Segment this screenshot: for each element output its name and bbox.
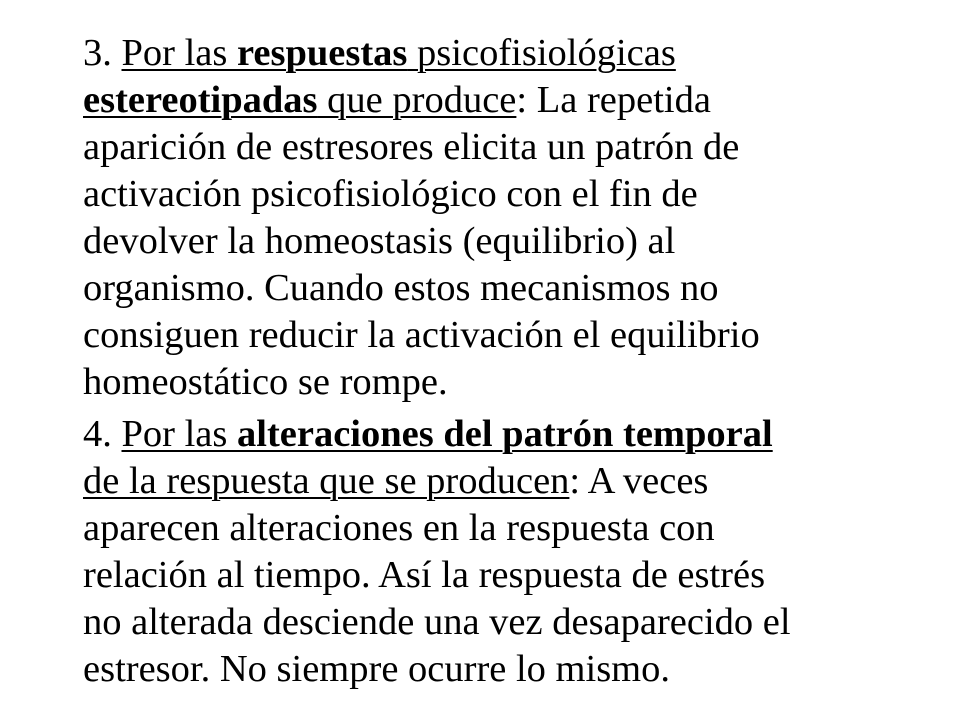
text-line: aparecen alteraciones en la respuesta con <box>83 507 715 549</box>
text-line <box>83 458 883 505</box>
paragraph-alteraciones-patron-temporal <box>83 411 883 693</box>
text-line <box>83 77 883 124</box>
text-line: aparición de estresores elicita un patrón de <box>83 126 740 168</box>
underlined-text: Por las <box>121 32 237 74</box>
key-term: alteraciones del patrón temporal <box>237 413 773 455</box>
item-number: 3. <box>83 32 122 74</box>
text-line <box>83 411 883 458</box>
text-line: estresor. No siempre ocurre lo mismo. <box>83 648 670 690</box>
key-term: estereotipadas <box>83 79 318 121</box>
underlined-text: de la respuesta que se producen <box>83 460 570 502</box>
text-line: devolver la homeostasis (equilibrio) al <box>83 220 676 262</box>
text-line <box>83 30 883 77</box>
text-line: homeostático se rompe. <box>83 361 448 403</box>
underlined-text: psicofisiológicas <box>407 32 676 74</box>
text-line: relación al tiempo. Así la respuesta de estrés <box>83 554 766 596</box>
key-term: respuestas <box>237 32 408 74</box>
text-line: consiguen reducir la activación el equilibrio <box>83 314 760 356</box>
paragraph-respuestas-estereotipadas <box>83 30 883 406</box>
underlined-text: Por las <box>121 413 237 455</box>
underlined-text: que produce <box>317 79 517 121</box>
item-number: 4. <box>83 413 122 455</box>
body-text: : A veces <box>569 460 709 502</box>
text-line: no alterada desciende una vez desaparecido el <box>83 601 791 643</box>
text-line: organismo. Cuando estos mecanismos no <box>83 267 719 309</box>
text-line: activación psicofisiológico con el fin de <box>83 173 698 215</box>
body-text: : La repetida <box>516 79 711 121</box>
